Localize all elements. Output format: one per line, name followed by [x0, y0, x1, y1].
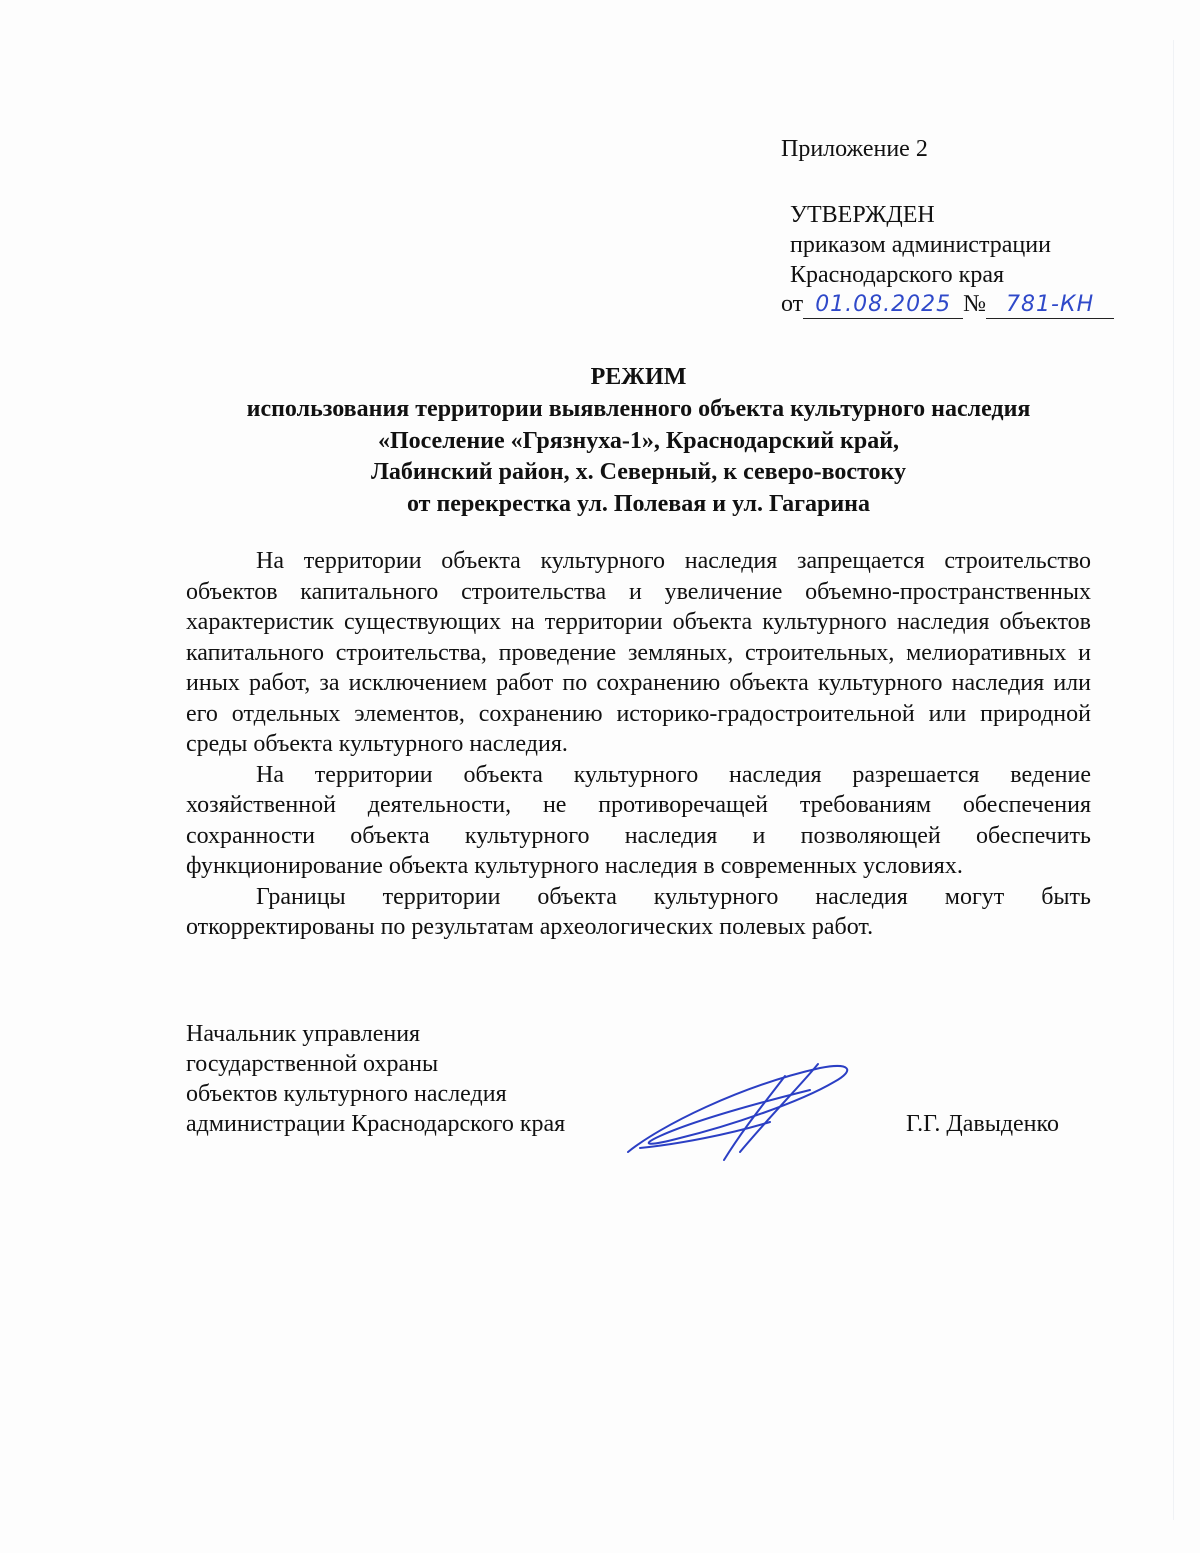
title-line: использования территории выявленного объекта культурного наследия	[246, 395, 1031, 422]
handwritten-signature	[620, 1056, 860, 1166]
body-paragraph: Границы территории объекта культурного наследия могут быть откорректированы по результатам археологических полевых работ.	[186, 883, 1091, 940]
body-paragraph: На территории объекта культурного наследия разрешается ведение хозяйственной деятельности, не противоречащей требованиям обеспечения сохранности объекта культурного наследия и позволяющей обеспечить функционирование объекта культурного наследия в современных условиях.	[186, 761, 1091, 879]
signer-position-line: государственной охраны	[186, 1051, 439, 1077]
title-line: «Поселение «Грязнуха-1», Краснодарский край,	[377, 427, 900, 454]
approval-block	[790, 200, 1051, 290]
title-line: от перекрестка ул. Полевая и ул. Гагарина	[406, 491, 871, 518]
signer-name: Г.Г. Давыденко	[906, 1111, 1059, 1137]
approval-status: УТВЕРЖДЕН	[790, 202, 935, 228]
signer-position-line: Начальник управления	[186, 1021, 421, 1047]
order-date-line	[781, 289, 1114, 319]
signer-position-line: объектов культурного наследия	[186, 1081, 507, 1107]
document-body	[186, 546, 1091, 943]
scan-edge	[1173, 40, 1174, 1520]
from-label: от	[781, 291, 804, 317]
signer-position	[186, 1019, 565, 1139]
order-number: 781-КН	[986, 292, 1114, 319]
title-line: Лабинский район, х. Северный, к северо-востоку	[370, 459, 907, 486]
document-title	[186, 362, 1091, 521]
approval-line-2: Краснодарского края	[790, 262, 1005, 288]
annex-label: Приложение 2	[781, 136, 928, 162]
body-paragraph: На территории объекта культурного наследия запрещается строительство объектов капитального строительства и увеличение объемно-пространственных характеристик существующих на территории объекта культурного наследия объектов капитального строительства, проведение земляных, строительных, мелиоративных и иных работ, за исключением работ по сохранению объекта культурного наследия или его отдельных элементов, сохранению историко-градостроительной или природной среды объекта культурного наследия.	[186, 548, 1091, 757]
approval-line-1: приказом администрации	[790, 232, 1051, 258]
order-date: 01.08.2025	[803, 292, 963, 319]
signer-position-line: администрации Краснодарского края	[186, 1111, 566, 1137]
title-heading: РЕЖИМ	[590, 364, 687, 390]
number-label: №	[963, 291, 987, 317]
